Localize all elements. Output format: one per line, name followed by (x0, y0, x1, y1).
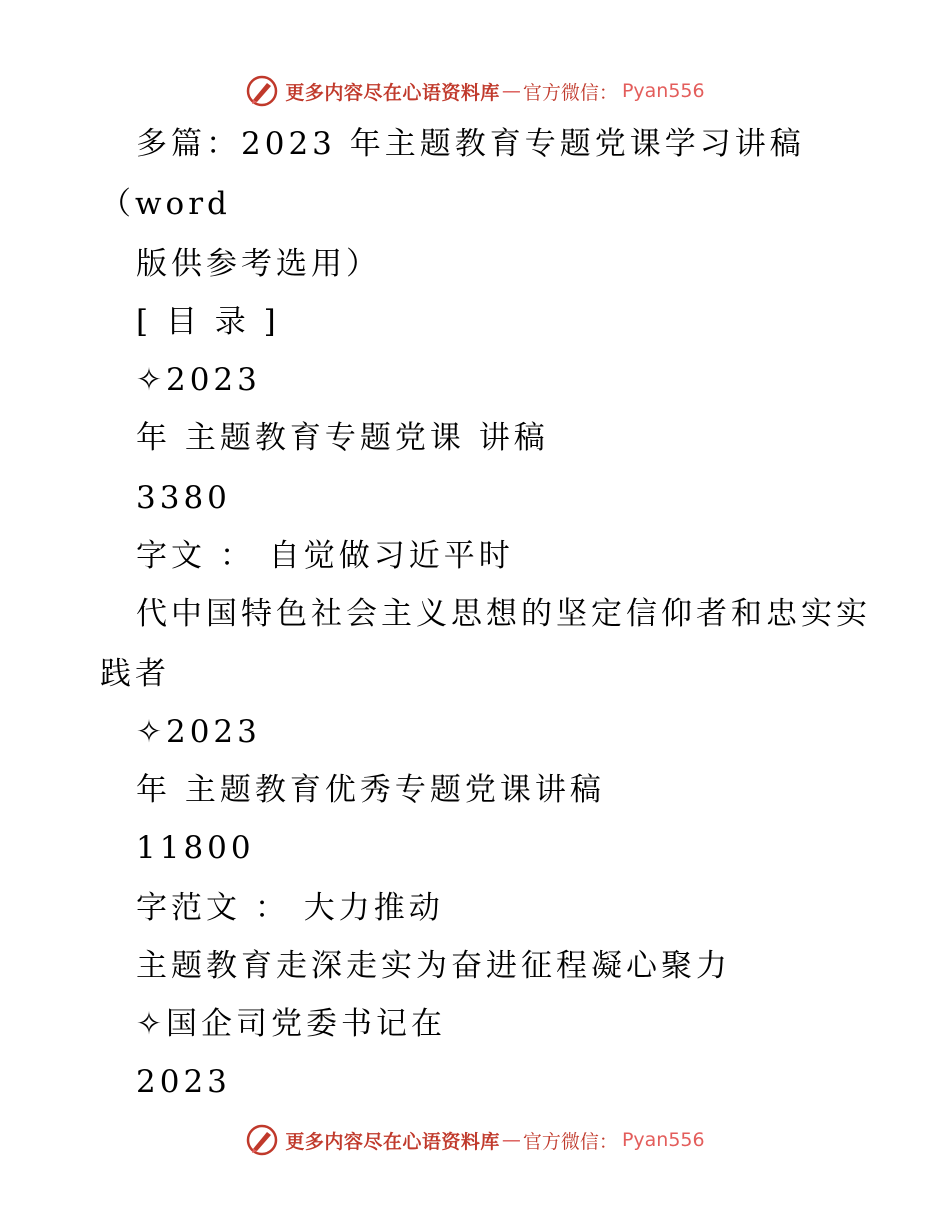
toc-heading: [ 目 录 ] (136, 304, 280, 340)
toc-item-1-line-4: 字文 ： 自觉做习近平时 (136, 538, 514, 574)
toc-item-1-line-5: 代中国特色社会主义思想的坚定信仰者和忠实实 (136, 596, 871, 632)
toc-item-2-line-2: 年 主题教育优秀专题党课讲稿 (136, 772, 605, 808)
document-title-line-2: （word (100, 186, 231, 222)
toc-item-2-line-3: 11800 (136, 830, 255, 866)
wechat-label: 官方微信： (522, 1130, 618, 1153)
footer-banner (0, 1120, 950, 1160)
wechat-label: 官方微信： (522, 81, 618, 104)
toc-item-2-line-1: ✧2023 (136, 714, 261, 750)
banner-separator: — (501, 1129, 521, 1151)
banner-separator: — (501, 80, 521, 102)
site-name: 更多内容尽在心语资料库 (285, 81, 500, 104)
toc-item-2-line-4: 字范文 ： 大力推动 (136, 890, 444, 926)
wechat-handle: Pyan556 (621, 80, 705, 102)
header-banner (0, 71, 950, 111)
wechat-handle: Pyan556 (621, 1129, 705, 1151)
document-title-line-3: 版供参考选用） (136, 246, 381, 282)
toc-item-1-line-1: ✧2023 (136, 362, 261, 398)
toc-item-2-line-5: 主题教育走深走实为奋进征程凝心聚力 (136, 948, 731, 984)
toc-item-1-line-2: 年 主题教育专题党课 讲稿 (136, 420, 549, 456)
pen-logo-icon (245, 74, 279, 108)
toc-item-1-line-3: 3380 (136, 480, 231, 516)
document-title-line-1: 多篇：2023 年主题教育专题党课学习讲稿 (136, 126, 805, 162)
site-name: 更多内容尽在心语资料库 (285, 1130, 500, 1153)
toc-item-3-line-1: ✧国企司党委书记在 (136, 1006, 446, 1042)
pen-logo-icon (245, 1123, 279, 1157)
toc-item-3-line-2: 2023 (136, 1064, 231, 1100)
toc-item-1-line-6: 践者 (100, 656, 170, 692)
